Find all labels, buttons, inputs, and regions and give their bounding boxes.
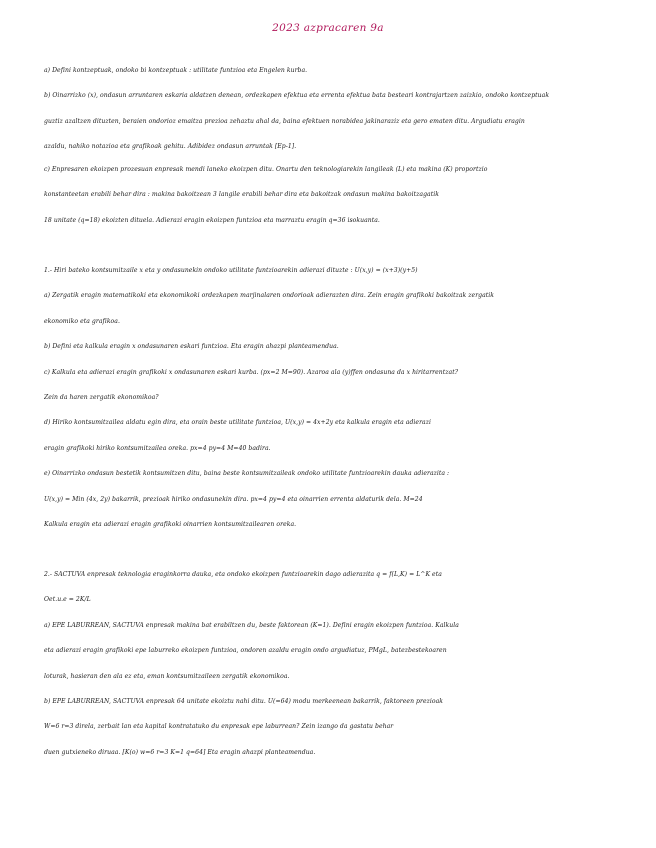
text-line: guztiz azaltzen dituzten, beraien ondorioz emaitza prezioa zehaztu ahal da, baina efektuen norabidea jakinaraziz eta gero ematen ditu. Argudiatu eragin	[44, 117, 525, 125]
section-exercise-2	[44, 562, 626, 765]
text-line: a) Defini kontzeptuak, ondoko bi kontzeptuak : utilitate funtzioa eta Engelen kurba.	[44, 67, 308, 74]
document-title: 2023 azpracaren 9a	[272, 22, 384, 34]
text-line: Zein da haren zergatik ekonomikoa?	[44, 394, 159, 402]
text-line: b) Defini eta kalkula eragin x ondasunaren eskari funtzioa. Eta eragin ahazpi planteamendua.	[44, 343, 339, 351]
text-line: konstanteetan erabili behar dira : makina bakoitzean 3 langile erabili behar dira eta bakoitzak ondasun makina bakoitzagatik	[44, 191, 439, 199]
text-line: e) Oinarrizko ondasun bestetik kontsumitzen ditu, baina beste kontsumitzaileak ondoko utilitate funtzioarekin dauka adierazita :	[44, 470, 450, 478]
text-line: 1.- Hiri bateko kontsumitzaile x eta y ondasunekin ondoko utilitate funtzioarekin adierazi dituzte : U(x,y) = (x+3)(y+5)	[44, 267, 418, 274]
text-line: U(x,y) = Min (4x, 2y) bakarrik, prezioak hiriko ondasunekin dira. px=4 py=4 eta oinarrien errenta aldaturik dela. M=24	[44, 495, 423, 503]
text-line: ekonomiko eta grafikoa.	[44, 317, 120, 325]
text-line: azaldu, nahiko notazioa eta grafikoak gehitu. Adibidez ondasun arruntak [Ep-1].	[44, 143, 297, 151]
text-line: b) EPE LABURREAN, SACTUVA enpresak 64 unitate ekoiztu nahi ditu. U(=64) modu merkeenean bakarrik, faktoreen prezioak	[44, 698, 444, 706]
text-line: Oet.u.e = 2K/L	[44, 596, 91, 604]
text-line: c) Enpresaren ekoizpen prozesuan enpresak mendi laneko ekoizpen ditu. Onartu den teknologiarekin langileak (L) eta makina (K) proportzio	[44, 166, 488, 173]
text-line: d) Hiriko kontsumitzailea aldatu egin dira, eta orain beste utilitate funtzioa, U(x,y) = 4x+2y eta kalkula eragin eta adierazi	[44, 419, 431, 427]
text-line: a) EPE LABURREAN, SACTUVA enpresak makina bat erabiltzen du, beste faktorean (K=1). Defini eragin ekoizpen funtzioa. Kalkula	[44, 621, 459, 629]
text-line: W=6 r=3 direla, zerbait lan eta kapital kontratatuko du enpresak epe laburrean? Zein izango da gastatu behar	[44, 723, 394, 731]
text-line: loturak, hasieran den ala ez eta, eman kontsumitzaileen zergatik ekonomikoa.	[44, 672, 290, 680]
section-production	[44, 157, 626, 233]
text-line: eragin grafikoki hiriko kontsumitzailea oreka. px=4 py=4 M=40 badira.	[44, 444, 271, 452]
text-line: Kalkula eragin eta adierazi eragin grafikoki oinarrien kontsumitzailearen oreka.	[44, 521, 297, 529]
text-line: 2.- SACTUVA enpresak teknologia eraginkorra dauka, eta ondoko ekoizpen funtzioarekin dago adierazita q = f(L,K) = L^K eta	[44, 571, 442, 578]
text-line: duen gutxieneko diruaa. [K(o) w=6 r=3 K=1 q=64] Eta eragin ahazpi planteamendua.	[44, 748, 316, 756]
text-line: c) Kalkula eta adierazi eragin grafikoki x ondasunaren eskari kurba. (px=2 M=90). Azaroa ala (y)ffen ondasuna da x hiritarrentzat?	[44, 368, 459, 376]
text-line: eta adierazi eragin grafikoki epe laburreko ekoizpen funtzioa, ondoren azaldu eragin ondo argudiatuz, PMgL, batezbestekoaren	[44, 647, 447, 655]
text-line: b) Oinarrizko (x), ondasun arruntaren eskaria aldatzen denean, ordezkapen efektua eta errenta efektua bata besteari kontrajartzen zaizkio, ondoko kontzeptuak	[44, 92, 550, 100]
section-definitions	[44, 58, 626, 160]
text-line: a) Zergatik eragin matematikoki eta ekonomikoki ordezkapen marjinalaren ondorioak adierazten dira. Zein eragin grafikoki bakoitzak zergatik	[44, 292, 495, 300]
text-line: 18 unitate (q=18) ekoizten dituela. Adierazi eragin ekoizpen funtzioa eta marraztu eragin q=36 isokuanta.	[44, 216, 380, 224]
section-exercise-1	[44, 258, 626, 537]
